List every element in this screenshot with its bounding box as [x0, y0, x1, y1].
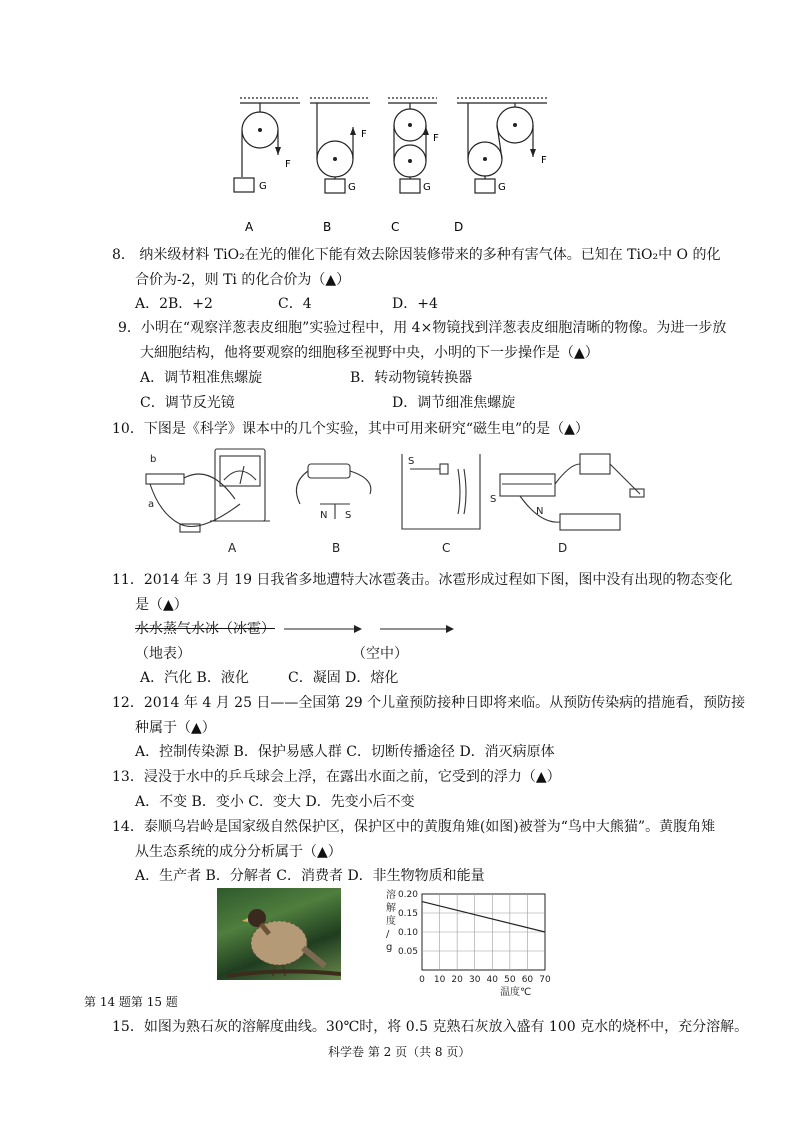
option: A．调节粗准焦螺旋 — [140, 370, 263, 386]
weight-label-b: G — [348, 182, 356, 193]
question-text-line2: 种属于（▲） — [135, 720, 216, 736]
y-axis-label-char: / — [386, 929, 390, 940]
x-tick-label: 70 — [539, 975, 551, 985]
surface-note: （地表） — [135, 646, 191, 662]
option: A．汽化 B．液化 — [140, 670, 249, 686]
weight-label-d: G — [498, 182, 506, 193]
question-text: 小明在“观察洋葱表皮细胞”实验过程中，用 4×物镜找到洋葱表皮细胞清晰的物像。为进一步放 — [140, 320, 727, 336]
option: C．凝固 D．熔化 — [288, 670, 399, 686]
option: D．调节细准焦螺旋 — [392, 395, 516, 411]
svg-text:S: S — [490, 494, 497, 505]
y-tick-label: 0.10 — [397, 928, 418, 938]
svg-text:b: b — [150, 454, 157, 465]
question-number: 14． — [112, 819, 144, 835]
question-11 — [112, 568, 732, 592]
option: A．2B．+2 — [135, 296, 213, 312]
question-number: 8． — [112, 247, 135, 263]
pheasant-photo — [217, 888, 341, 980]
svg-text:a: a — [148, 499, 155, 510]
question-12 — [112, 691, 745, 715]
x-tick-label: 50 — [504, 975, 516, 985]
pulley-label-d: D — [454, 220, 464, 234]
force-label-a: F — [285, 159, 291, 170]
weight-label-a: G — [259, 181, 267, 192]
air-note: （空中） — [352, 646, 408, 662]
question-number: 12． — [112, 695, 144, 711]
question-9 — [118, 316, 726, 340]
state-change-arrows — [280, 620, 460, 638]
x-tick-label: 60 — [521, 975, 534, 985]
question-text: 下图是《科学》课本中的几个实验，其中可用来研究“磁生电”的是（▲） — [143, 421, 589, 437]
experiment-label-c: C — [442, 541, 451, 555]
figure-caption: 第 14 题第 15 题 — [84, 995, 178, 1009]
svg-text:S: S — [408, 456, 415, 467]
force-label-d: F — [541, 155, 547, 166]
page-footer: 科学卷 第 2 页（共 8 页） — [328, 1045, 471, 1059]
experiment-label-d: D — [558, 541, 568, 555]
x-tick-label: 10 — [433, 975, 446, 985]
y-tick-label: 0.05 — [397, 947, 418, 957]
question-15 — [112, 1015, 748, 1039]
question-text-line2: 从生态系统的成分分析属于（▲） — [135, 844, 342, 860]
options-line: A．不变 B．变小 C．变大 D．先变小后不变 — [135, 794, 415, 810]
x-tick-label: 30 — [468, 975, 481, 985]
weight-label-c: G — [423, 182, 431, 193]
x-tick-label: 0 — [419, 975, 425, 985]
question-text: 2014 年 3 月 19 日我省多地遭特大冰雹袭击。冰雹形成过程如下图，图中没有出现的物态变化 — [143, 572, 733, 588]
question-number: 13． — [112, 769, 144, 785]
question-text: 2014 年 4 月 25 日——全国第 29 个儿童预防接种日即将来临。从预防传染病的措施看，预防接 — [143, 695, 746, 711]
svg-text:S: S — [345, 510, 352, 521]
x-tick-label: 40 — [486, 975, 499, 985]
question-number: 11． — [112, 572, 144, 588]
x-tick-label: 20 — [451, 975, 463, 985]
pulley-label-c: C — [391, 220, 400, 234]
question-13 — [112, 765, 561, 789]
x-axis-label: 温度℃ — [500, 987, 532, 998]
question-number: 15． — [112, 1019, 144, 1035]
options-line: A．控制传染源 B．保护易感人群 C．切断传播途径 D．消灭病原体 — [135, 744, 555, 760]
question-text-line2: 合价为-2，则 Ti 的化合价为（▲） — [135, 272, 351, 288]
svg-text:N: N — [320, 510, 328, 521]
question-8 — [112, 243, 720, 267]
options-line: A．生产者 B．分解者 C．消费者 D．非生物物质和能量 — [135, 868, 485, 884]
state-change-sequence: 水水蒸气水冰（冰雹） — [135, 621, 275, 637]
question-text-line2: 大細胞结构，他将要观察的细胞移至视野中央，小明的下一步操作是（▲） — [140, 345, 599, 361]
y-axis-label-char: g — [386, 942, 393, 953]
question-number: 10． — [112, 421, 144, 437]
y-tick-label: 0.20 — [397, 890, 418, 900]
option: D．+4 — [392, 296, 438, 312]
y-axis-label-char: 解 — [386, 903, 396, 914]
question-text: 泰顺乌岩岭是国家级自然保护区，保护区中的黄腹角雉(如图)被誉为“鸟中大熊猫”。黄腹角雉 — [143, 819, 716, 835]
y-axis-label-char: 度 — [386, 916, 396, 927]
question-number: 9． — [118, 320, 141, 336]
y-axis-label-char: 溶 — [386, 890, 396, 901]
solubility-curve — [422, 902, 545, 932]
option: B．转动物镜转换器 — [350, 370, 473, 386]
electromagnetism-experiments-figure — [140, 444, 652, 559]
question-text-line2: 是（▲） — [135, 597, 188, 613]
force-label-c: F — [433, 133, 439, 144]
question-14 — [112, 815, 715, 839]
experiment-label-a: A — [228, 541, 237, 555]
pulley-label-b: B — [323, 220, 332, 234]
pulley-label-a: A — [245, 220, 254, 234]
pulley-figure — [225, 95, 565, 240]
option: C．4 — [278, 296, 312, 312]
question-text: 浸没于水中的乒乓球会上浮，在露出水面之前，它受到的浮力（▲） — [143, 769, 561, 785]
force-label-b: F — [361, 129, 367, 140]
solubility-chart — [380, 888, 570, 998]
y-tick-label: 0.15 — [397, 909, 418, 919]
question-text: 纳米级材料 TiO₂在光的催化下能有效去除因装修带来的多种有害气体。已知在 TiO₂中 O 的化 — [139, 247, 721, 263]
option: C．调节反光镜 — [140, 395, 235, 411]
experiment-label-b: B — [332, 541, 341, 555]
svg-text:N: N — [536, 506, 544, 517]
question-10 — [112, 417, 589, 441]
question-text: 如图为熟石灰的溶解度曲线。30℃时，将 0.5 克熟石灰放入盛有 100 克水的烧杯中，充分溶解。 — [143, 1019, 749, 1035]
